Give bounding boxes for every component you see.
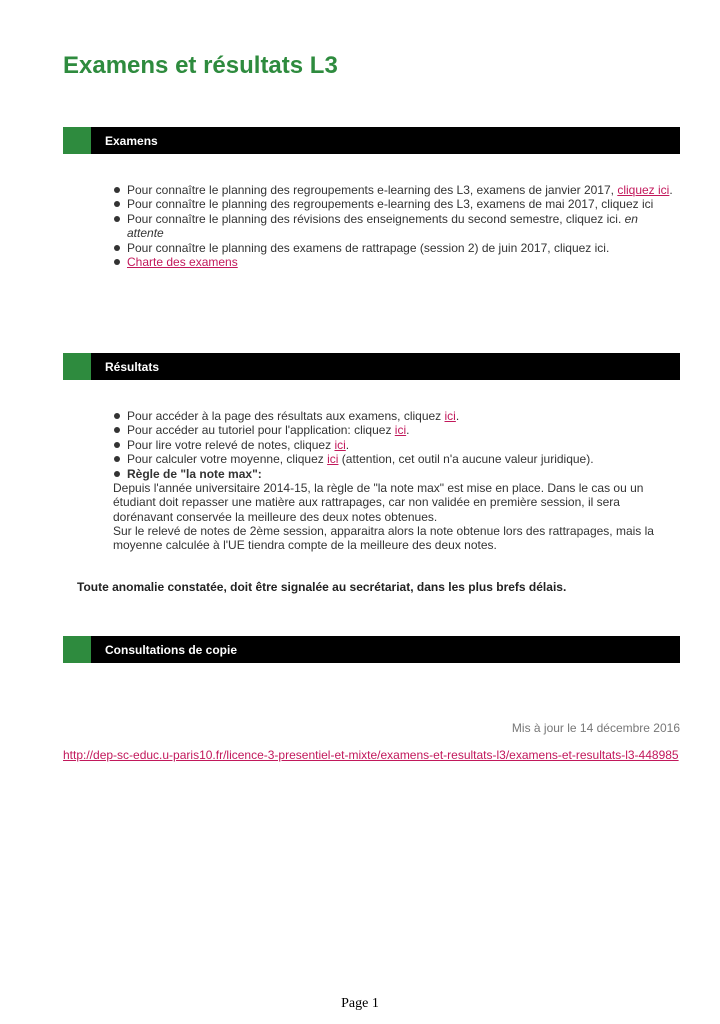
list-item — [113, 255, 673, 269]
section-heading-consultations: Consultations de copie — [105, 642, 238, 657]
list-item — [113, 467, 673, 481]
section-accent-bar — [63, 353, 91, 380]
examens-list — [113, 183, 673, 269]
rule-paragraph: Depuis l'année universitaire 2014-15, la règle de "la note max" est mise en place. Dans le cas ou un étudiant doit repasser une matière aux rattrapages, car non validée en première session, il sera dorénavant conservée la meilleure des deux notes obtenues. — [113, 481, 644, 524]
exam-charter-link[interactable]: Charte des examens — [127, 255, 238, 270]
section-header-resultats — [63, 353, 680, 380]
list-item: Pour calculer votre moyenne, cliquez ici (attention, cet outil n'a aucune valeur juridique). — [113, 452, 673, 466]
section-heading-resultats: Résultats — [105, 359, 160, 374]
second-session-paragraph: Sur le relevé de notes de 2ème session, apparaitra alors la note obtenue lors des rattrapages, mais la moyenne calculée à l'UE tiendra compte de la meilleure des deux notes. — [113, 524, 654, 553]
list-item: Pour connaître le planning des regroupements e-learning des L3, examens de janvier 2017, cliquez ici. — [113, 183, 673, 197]
page-number: Page 1 — [341, 996, 379, 1011]
january-planning-link[interactable]: cliquez ici — [617, 183, 670, 197]
section-accent-bar — [63, 636, 91, 663]
tutorial-link[interactable]: ici — [394, 423, 407, 438]
results-page-link[interactable]: ici — [444, 409, 456, 423]
rule-heading: Règle de "la note max": — [127, 466, 262, 481]
page-title: Examens et résultats L3 — [63, 52, 338, 79]
list-item: Pour connaître le planning des révisions des enseignements du second semestre, cliquez ici. en attente — [113, 212, 673, 241]
section-accent-bar — [63, 127, 91, 154]
last-updated: Mis à jour le 14 décembre 2016 — [511, 721, 680, 735]
list-item: Pour connaître le planning des regroupements e-learning des L3, examens de mai 2017, cliquez ici — [113, 197, 673, 211]
list-item: Pour lire votre relevé de notes, cliquez ici. — [113, 438, 673, 452]
transcript-link[interactable]: ici — [334, 437, 346, 452]
list-item: Pour accéder au tutoriel pour l'application: cliquez ici. — [113, 423, 673, 437]
resultats-list — [113, 409, 673, 481]
section-header-examens — [63, 127, 680, 154]
list-item: Pour connaître le planning des examens de rattrapage (session 2) de juin 2017, cliquez ici. — [113, 241, 673, 255]
section-header-consultations — [63, 636, 680, 663]
source-url-link[interactable]: http://dep-sc-educ.u-paris10.fr/licence-3-presentiel-et-mixte/examens-et-resultats-l3/examens-et-resultats-l3-448985 — [63, 748, 679, 762]
average-calculator-link[interactable]: ici — [327, 452, 339, 467]
list-item: Pour accéder à la page des résultats aux examens, cliquez ici. — [113, 409, 673, 423]
pending-note: en attente — [127, 211, 638, 241]
anomaly-notice: Toute anomalie constatée, doit être signalée au secrétariat, dans les plus brefs délais. — [77, 580, 567, 594]
section-heading-examens: Examens — [105, 133, 158, 148]
